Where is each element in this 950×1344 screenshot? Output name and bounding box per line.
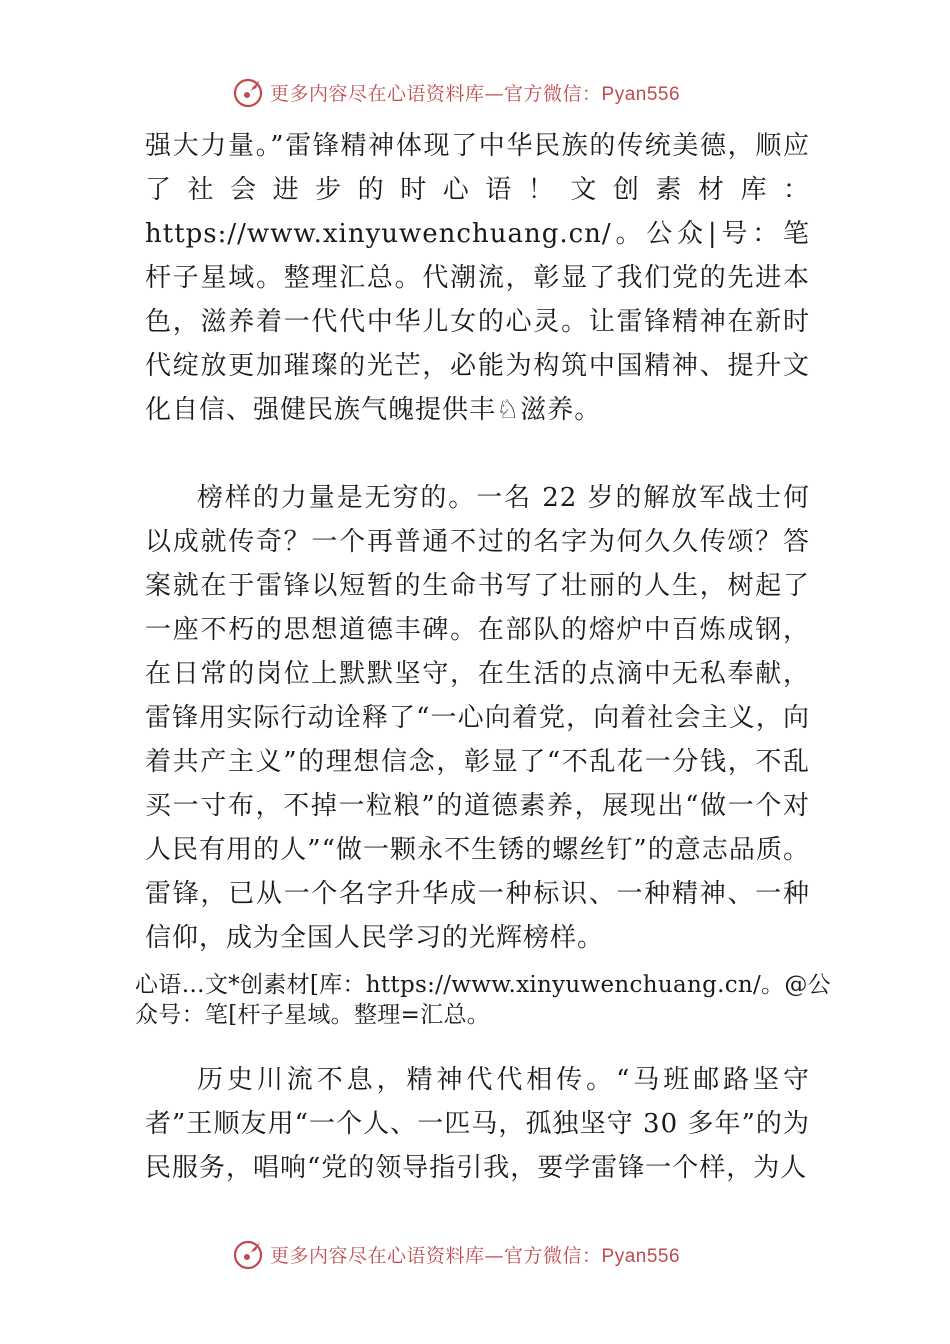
quill-seal-logo-icon bbox=[230, 74, 266, 110]
header-banner bbox=[230, 74, 680, 110]
footer-banner-wechat: Pyan556 bbox=[601, 1245, 681, 1267]
footer-banner-text bbox=[270, 1241, 680, 1268]
header-banner-label: 更多内容尽在心语资料库—官方微信： bbox=[270, 82, 602, 105]
header-banner-wechat: Pyan556 bbox=[601, 83, 681, 105]
paragraph-1: 强大力量。”雷锋精神体现了中华民族的传统美德，顺应了社会进步的时心语！文创素材库：https://www.xinyuwenchuang.cn/。公众|号：笔杆子星域。整理汇总。代潮流，彰显了我们党的先进本色，滋养着一代代中华儿女的心灵。让雷锋精神在新时代绽放更加璀璨的光芒，必能为构筑中国精神、提升文化自信、强健民族气魄提供丰♘滋养。 bbox=[145, 131, 810, 425]
footer-banner bbox=[230, 1236, 680, 1272]
paragraph-3: 历史川流不息，精神代代相传。“马班邮路坚守者”王顺友用“一个人、一匹马，孤独坚守 30 多年”的为民服务，唱响“党的领导指引我，要学雷锋一个样，为人 bbox=[145, 1065, 810, 1183]
footer-banner-label: 更多内容尽在心语资料库—官方微信： bbox=[270, 1244, 602, 1267]
header-banner-text bbox=[270, 79, 680, 106]
inserted-source-note: 心语…文*创素材[库：https://www.xinyuwenchuang.cn/。@公众号：笔[杆子星域。整理=汇总。 bbox=[135, 972, 831, 1028]
paragraph-2: 榜样的力量是无穷的。一名 22 岁的解放军战士何以成就传奇？一个再普通不过的名字为何久久传颂？答案就在于雷锋以短暂的生命书写了壮丽的人生，树起了一座不朽的思想道德丰碑。在部队的熔炉中百炼成钢，在日常的岗位上默默坚守，在生活的点滴中无私奉献，雷锋用实际行动诠释了“一心向着党，向着社会主义，向着共产主义”的理想信念，彰显了“不乱花一分钱，不乱买一寸布，不掉一粒粮”的道德素养，展现出“做一个对人民有用的人”“做一颗永不生锈的螺丝钉”的意志品质。雷锋，已从一个名字升华成一种标识、一种精神、一种信仰，成为全国人民学习的光辉榜样。 bbox=[145, 483, 810, 953]
quill-seal-logo-icon bbox=[230, 1236, 266, 1272]
